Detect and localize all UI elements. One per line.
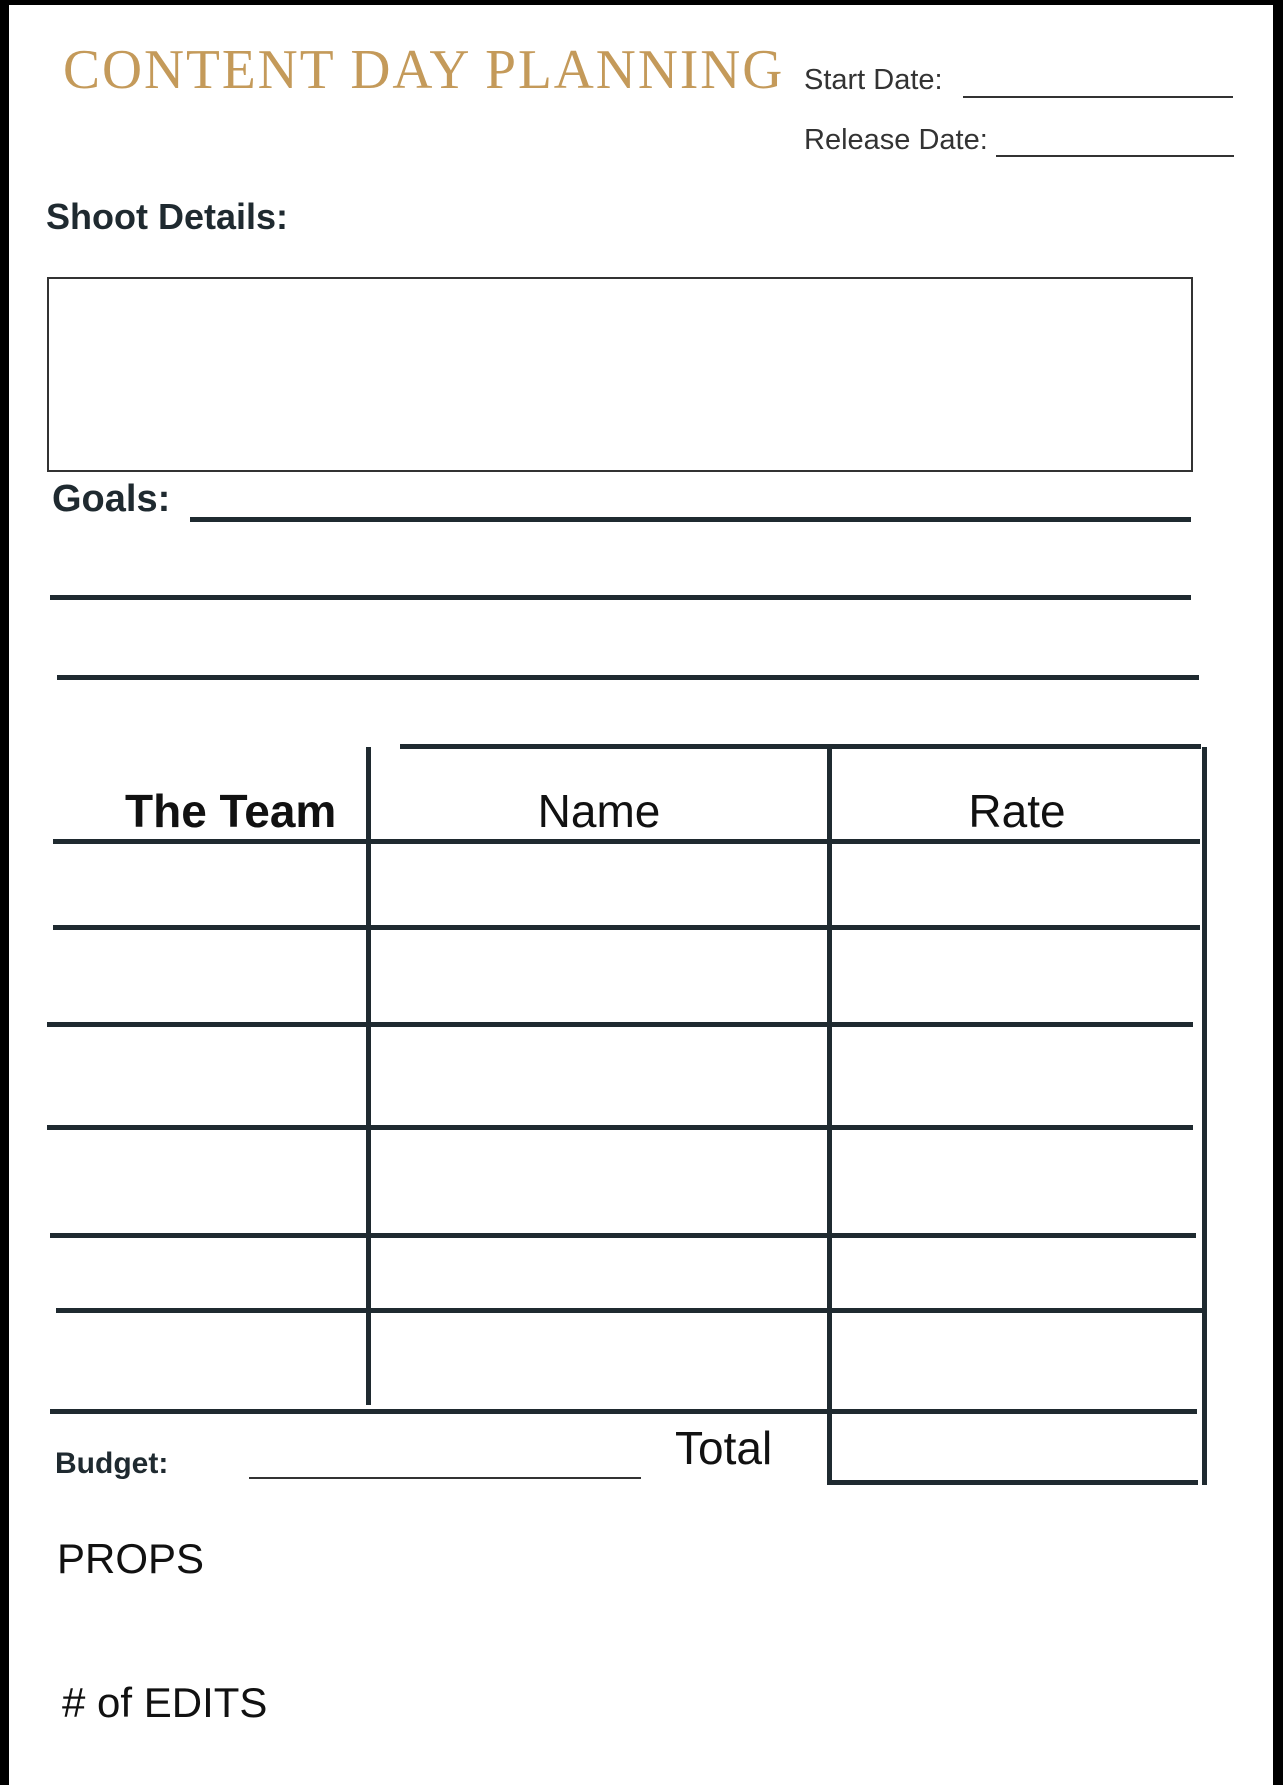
rate-column-header: Rate xyxy=(968,785,1066,837)
release-date-label: Release Date: xyxy=(804,124,988,156)
edits-label: # of EDITS xyxy=(62,1679,268,1726)
table-row-line xyxy=(47,1022,1193,1027)
total-label: Total xyxy=(675,1422,773,1474)
total-field[interactable] xyxy=(832,1414,1202,1480)
goals-label: Goals: xyxy=(52,478,171,520)
table-row[interactable] xyxy=(371,844,827,925)
goals-line-1[interactable] xyxy=(190,517,1191,522)
start-date-label: Start Date: xyxy=(804,64,943,96)
goals-line-2[interactable] xyxy=(50,595,1191,600)
name-column-header: Name xyxy=(537,785,661,837)
table-row-line xyxy=(50,1233,1196,1238)
table-row[interactable] xyxy=(832,844,1202,925)
table-border-right xyxy=(1202,747,1207,1485)
shoot-details-label: Shoot Details: xyxy=(46,196,289,237)
page-title: CONTENT DAY PLANNING xyxy=(63,39,785,101)
start-date-field[interactable] xyxy=(963,96,1233,98)
budget-field[interactable] xyxy=(249,1477,641,1479)
total-box-bottom xyxy=(827,1480,1198,1485)
props-label: PROPS xyxy=(57,1535,205,1582)
table-row-line xyxy=(53,925,1200,930)
team-column-header: The Team xyxy=(125,785,337,837)
table-top-border xyxy=(400,744,1201,749)
release-date-field[interactable] xyxy=(996,155,1234,157)
table-row-line xyxy=(47,1125,1193,1130)
budget-label: Budget: xyxy=(55,1447,169,1480)
table-row-line xyxy=(56,1308,1204,1313)
shoot-details-box[interactable] xyxy=(47,277,1193,472)
table-row[interactable] xyxy=(53,844,366,925)
goals-line-3[interactable] xyxy=(57,675,1199,680)
